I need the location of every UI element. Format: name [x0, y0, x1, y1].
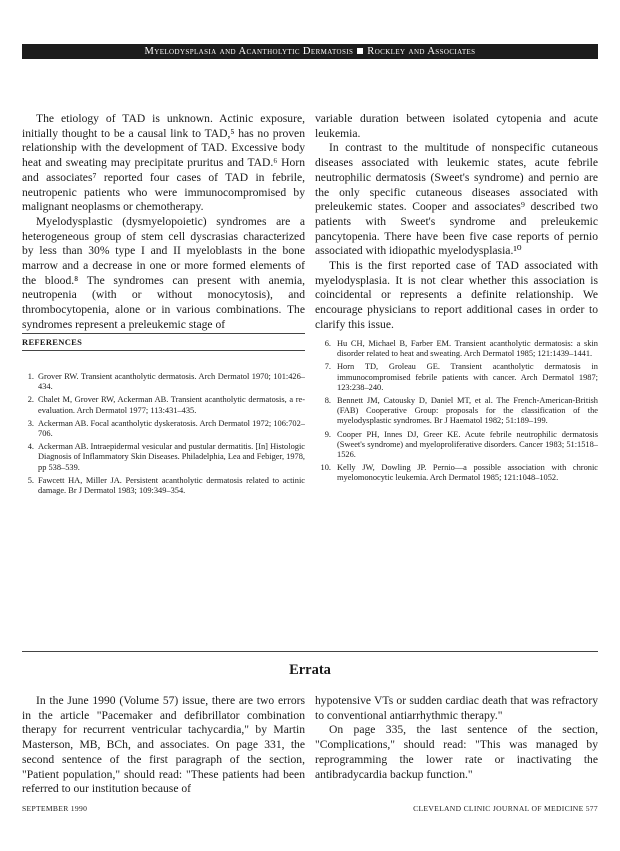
footer-date: SEPTEMBER 1990: [22, 804, 88, 813]
body-paragraph: Myelodysplastic (dysmyelopoietic) syndromes are a heterogeneous group of stem cell dyscrasias characterized by less than 30% type I and II myeloblasts in the bone marrow and a decrease in one or more formed elements of the blood.⁸ The syndromes can present with anemia, neutropenia (with or without monocytosis), and thrombocytopenia, alone or in various combinations. The syndromes represent a preleukemic stage of: [22, 214, 305, 331]
body-paragraph: The etiology of TAD is unknown. Actinic exposure, initially thought to be a causal link to TAD,⁵ has no proven relationship with the development of TAD. Excessive body heat and sweating may precipitate pruritus and TAD.⁶ Horn and associates⁷ reported four cases of TAD in febrile, neutropenic patients who were immunocompromised by malignant neoplasms or chemotherapy.: [22, 112, 305, 214]
body-paragraph: In contrast to the multitude of nonspecific cutaneous diseases associated with leukemic states, acute febrile neutrophilic dermatosis (Sweet's syndrome) and pernio are the only specific cutaneous diseases associated with preleukemic states. Cooper and associates⁹ described two patients with Sweet's syndrome and preleukemic pancytopenia. There have been five case reports of pernio associated with idiopathic myelodysplasia.¹⁰: [315, 141, 598, 258]
reference-item: 10. Kelly JW, Dowling JP. Pernio—a possible association with chronic myelomonocytic leukemia. Arch Dermatol 1985; 121:1048–1052.: [320, 463, 598, 483]
errata-paragraph: hypotensive VTs or sudden cardiac death that was refractory to conventional antiarrhythmic therapy.": [315, 694, 598, 722]
references-heading-rule: [22, 350, 305, 351]
reference-item: 4. Ackerman AB. Intraepidermal vesicular and pustular dermatitis. [In] Histologic Diagnosis of Inflammatory Skin Diseases. Philadelphia, Lea and Febiger, 1978, pp 538–539.: [27, 442, 305, 472]
square-bullet-icon: [357, 48, 363, 54]
reference-item: 2. Chalet M, Grover RW, Ackerman AB. Transient acantholytic dermatosis, a re-evaluation. Arch Dermatol 1977; 113:431–435.: [27, 395, 305, 415]
references-right-list: [315, 339, 598, 487]
errata-paragraph: In the June 1990 (Volume 57) issue, there are two errors in the article "Pacemaker and defibrillator combination therapy for recurrent ventricular tachycardia," by Martin Masterson, MB, BCh, and associates. On page 331, the second sentence of the first paragraph of the section, "Patient population," should read: "These patients had been referred to our institution because of: [22, 694, 305, 796]
reference-item: 5. Fawcett HA, Miller JA. Persistent acantholytic dermatosis related to actinic damage. Br J Dermatol 1983; 109:349–354.: [27, 475, 305, 496]
body-right-column: [315, 112, 598, 333]
reference-item: 6. Hu CH, Michael B, Farber EM. Transient acantholytic dermatosis: a skin disorder related to heat and sweating. Arch Dermatol 1985; 121:1439–1441.: [324, 339, 598, 359]
body-paragraph: variable duration between isolated cytopenia and acute leukemia.: [315, 112, 598, 140]
errata-paragraph: On page 335, the last sentence of the section, "Complications," should read: "This was managed by reprogramming the lower rate or inactivating the antibradycardia backup function.": [315, 723, 598, 781]
errata-left-column: [22, 694, 305, 797]
errata-right-column: [315, 694, 598, 782]
reference-item: 8. Bennett JM, Catousky D, Daniel MT, et al. The French-American-British (FAB) Cooperative Group: proposals for the classification of the myelodysplastic syndromes. Br J Haematol 1982; 51:189–199.: [324, 396, 598, 426]
reference-item: 9. Cooper PH, Innes DJ, Greer KE. Acute febrile neutrophilic dermatosis (Sweet's syndrome) and myeloproliferative disorders. Cancer 1983; 51:1518–1526.: [324, 429, 598, 460]
footer-journal-page: CLEVELAND CLINIC JOURNAL OF MEDICINE 577: [413, 804, 598, 813]
header-left-title: Myelodysplasia and Acantholytic Dermatosis: [144, 46, 354, 57]
body-left-column: [22, 112, 305, 333]
references-left-list: [22, 372, 305, 499]
references-top-rule: [22, 333, 305, 334]
references-heading: REFERENCES: [22, 337, 83, 347]
running-header: [22, 44, 598, 59]
header-right-title: Rockley and Associates: [367, 46, 476, 57]
reference-item: 1. Grover RW. Transient acantholytic dermatosis. Arch Dermatol 1970; 101:426–434.: [27, 372, 305, 392]
body-paragraph: This is the first reported case of TAD associated with myelodysplasia. It is not clear whether this association is coincidental or represents a definite relationship. We encourage physicians to report additional cases in order to clarify this issue.: [315, 259, 598, 331]
errata-top-rule: [22, 651, 598, 652]
reference-item: 7. Horn TD, Groleau GE. Transient acantholytic dermatosis in immunocompromised febrile patients with cancer. Arch Dermatol 1987; 123:238–240.: [324, 362, 598, 392]
errata-heading: Errata: [289, 662, 331, 678]
reference-item: 3. Ackerman AB. Focal acantholytic dyskeratosis. Arch Dermatol 1972; 106:702–706.: [27, 418, 305, 439]
